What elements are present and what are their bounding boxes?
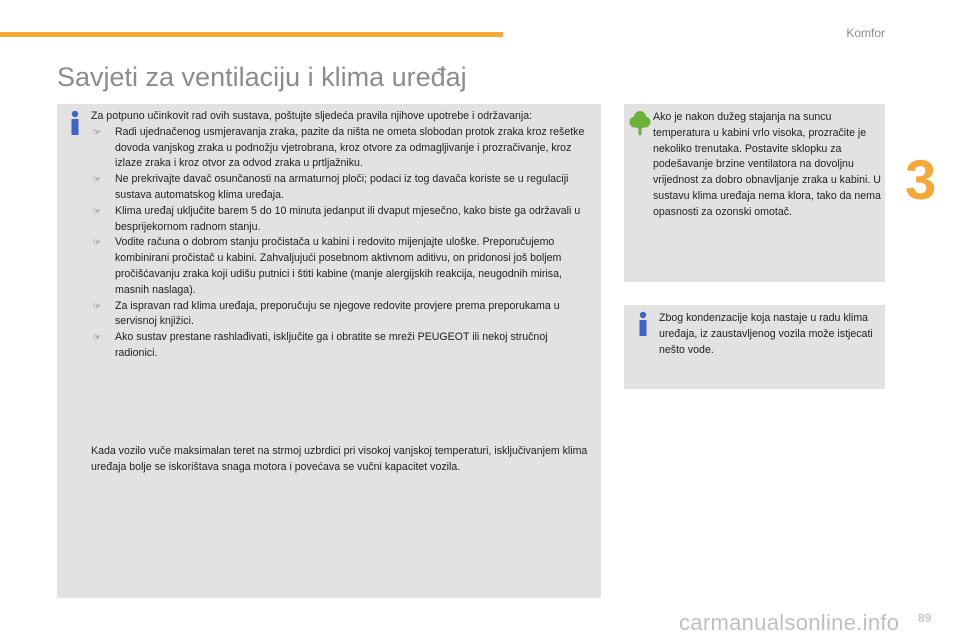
- tips-list: [91, 125, 591, 362]
- info-icon: [65, 110, 85, 136]
- list-item: ☞ Klima uređaj uključite barem 5 do 10 minuta jedanput ili dvaput mjesečno, kako biste ga održavali u besprijekornom radnom stanju.: [93, 204, 581, 233]
- section-label: Komfor: [846, 26, 885, 40]
- pointer-icon: ☞: [93, 237, 102, 248]
- closing-text: Kada vozilo vuče maksimalan teret na strmoj uzbrdici pri visokoj vanjskoj temperaturi, isključivanjem klima uređaja bolje se iskorištava snaga motora i povećava se vučni kapacitet vozila.: [91, 445, 588, 473]
- intro-text: Za potpuno učinkovit rad ovih sustava, poštujte sljedeća pravila njihove upotrebe i održavanja:: [91, 110, 533, 122]
- tree-icon: [629, 110, 651, 136]
- list-item: ☞ Radi ujednačenog usmjeravanja zraka, pazite da ništa ne ometa slobodan protok zraka kroz rešetke dovoda vanjskog zraka u podnožju vjetrobrana, kroz otvore za odmagljivanje i prozračivanje, kroz izlaze zraka i kroz otvor za odvod zraka u prtljažniku.: [93, 125, 585, 170]
- main-panel-text: [91, 109, 591, 362]
- pointer-icon: ☞: [93, 205, 102, 216]
- accent-bar: [0, 32, 503, 37]
- list-item: ☞ Ako sustav prestane rashlađivati, isključite ga i obratite se mreži PEUGEOT ili nekoj stručnoj radionici.: [93, 331, 548, 359]
- main-info-panel: [57, 104, 601, 598]
- info-icon: [633, 311, 653, 337]
- condensation-text: Zbog kondenzacije koja nastaje u radu klima uređaja, iz zaustavljenog vozila može istjecati nešto vode.: [659, 312, 873, 356]
- list-item: ☞ Vodite računa o dobrom stanju pročistača u kabini i redovito mijenjajte uloške. Preporučujemo kombinirani pročistač u kabini. Zahvaljujući posebnom aktivnom aditivu, on pridonosi još boljem pročišćavanju zraka koji udišu putnici i štiti kabine (manje alergijskih reakcija, neugodnih mirisa, masnih naslaga).: [93, 236, 562, 296]
- list-item: ☞ Za ispravan rad klima uređaja, preporučuju se njegove redovite provjere prema preporukama u servisnoj knjižici.: [93, 299, 560, 328]
- pointer-icon: ☞: [93, 300, 102, 311]
- page-number: 89: [918, 611, 932, 625]
- eco-tip-panel: [624, 104, 885, 282]
- pointer-icon: ☞: [93, 126, 102, 137]
- chapter-number: 3: [905, 148, 937, 211]
- page-title: Savjeti za ventilaciju i klima uređaj: [57, 62, 467, 92]
- list-item: ☞ Ne prekrivajte davač osunčanosti na armaturnoj ploči; podaci iz tog davača koriste se u regulaciji sustava automatskog klima uređaja.: [93, 173, 569, 201]
- watermark: carmanualsonline.info: [679, 610, 900, 635]
- pointer-icon: ☞: [93, 174, 102, 185]
- condensation-info-panel: [624, 305, 885, 389]
- eco-tip-text: Ako je nakon dužeg stajanja na suncu temperatura u kabini vrlo visoka, prozračite je nekoliko trenutaka. Postavite sklopku za podešavanje brzine ventilatora na dovoljnu vrijednost za dobro obnavljanje zraka u kabini. U sustavu klima uređaja nema klora, tako da nema opasnosti za ozonski omotač.: [653, 111, 881, 218]
- pointer-icon: ☞: [93, 332, 102, 343]
